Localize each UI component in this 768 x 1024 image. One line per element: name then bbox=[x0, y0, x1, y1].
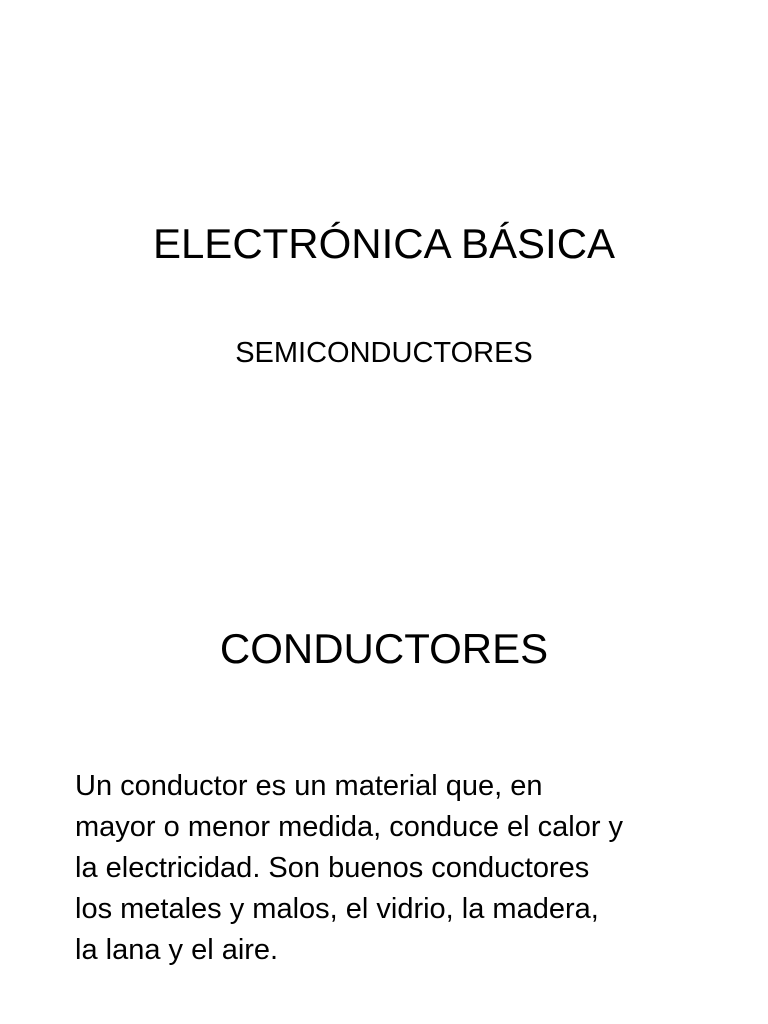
slide-conductores bbox=[0, 512, 768, 1024]
section-title: CONDUCTORES bbox=[219, 625, 549, 672]
body-line: la lana y el aire. bbox=[75, 934, 279, 966]
body-line: la electricidad. Son buenos conductores bbox=[75, 852, 590, 884]
main-title: ELECTRÓNICA BÁSICA bbox=[152, 220, 616, 267]
body-line: mayor o menor medida, conduce el calor y bbox=[75, 811, 624, 843]
body-line: los metales y malos, el vidrio, la madera, bbox=[75, 893, 599, 925]
body-paragraph bbox=[75, 766, 735, 971]
subtitle: SEMICONDUCTORES bbox=[235, 337, 533, 369]
body-line: Un conductor es un material que, en bbox=[75, 770, 543, 802]
